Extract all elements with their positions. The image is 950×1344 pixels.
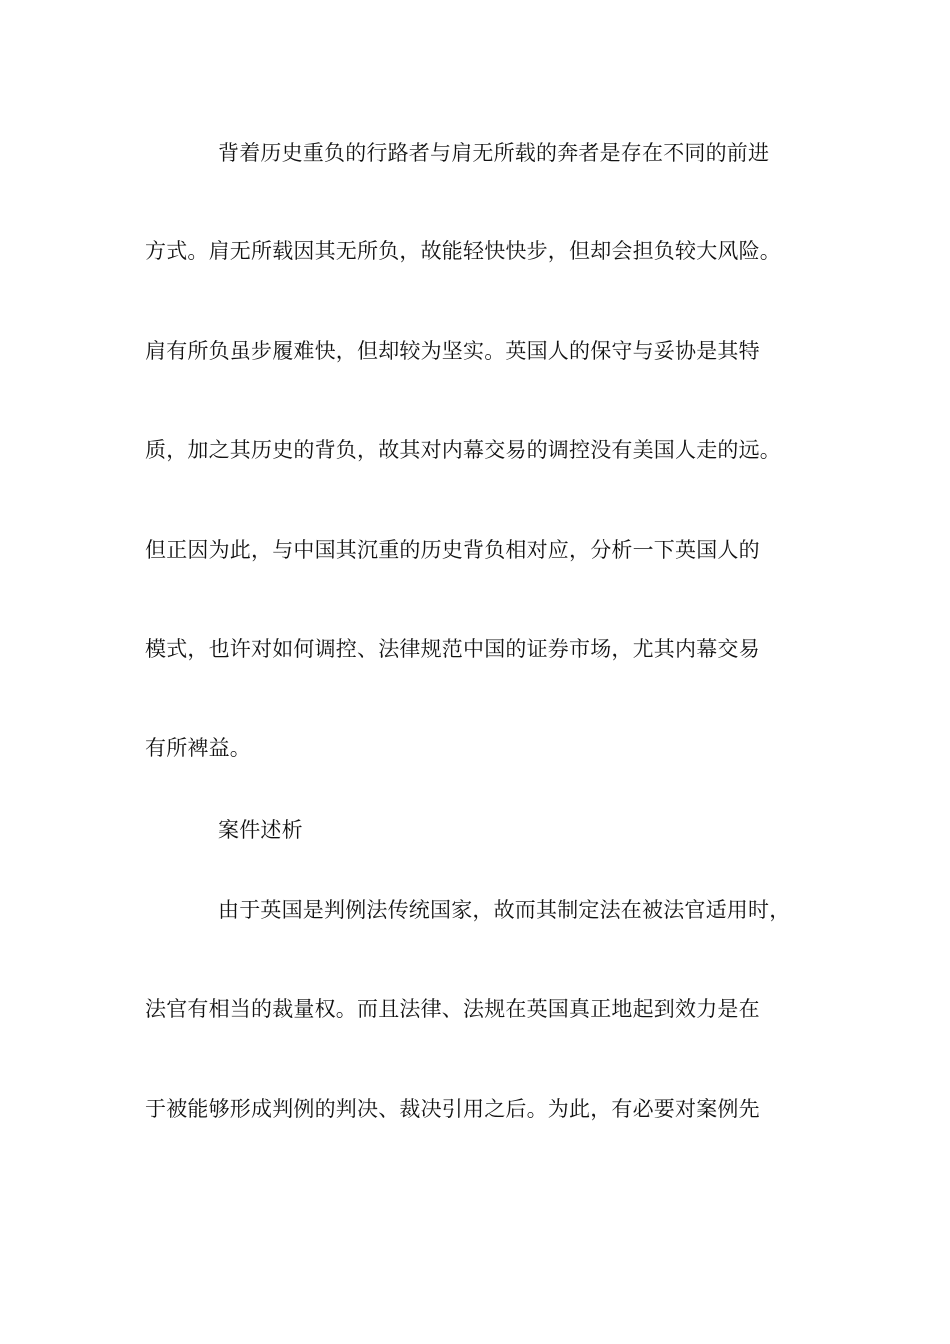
paragraph-1-line-6: 模式，也许对如何调控、法律规范中国的证券市场，尤其内幕交易 xyxy=(145,637,760,661)
paragraph-1-line-4: 质，加之其历史的背负，故其对内幕交易的调控没有美国人走的远。 xyxy=(145,438,781,462)
paragraph-1-line-2: 方式。肩无所载因其无所负，故能轻快快步，但却会担负较大风险。 xyxy=(145,239,781,263)
paragraph-2-line-3: 于被能够形成判例的判决、裁决引用之后。为此，有必要对案例先 xyxy=(145,1097,760,1121)
paragraph-1-line-5: 但正因为此，与中国其沉重的历史背负相对应，分析一下英国人的 xyxy=(145,538,760,562)
paragraph-1-line-3: 肩有所负虽步履难快，但却较为坚实。英国人的保守与妥协是其特 xyxy=(145,339,760,363)
paragraph-2-line-2: 法官有相当的裁量权。而且法律、法规在英国真正地起到效力是在 xyxy=(145,997,760,1021)
section-heading: 案件述析 xyxy=(218,818,303,842)
paragraph-2-line-1: 由于英国是判例法传统国家，故而其制定法在被法官适用时， xyxy=(218,898,791,922)
paragraph-1-line-7: 有所裨益。 xyxy=(145,736,251,760)
paragraph-1-line-1: 背着历史重负的行路者与肩无所载的奔者是存在不同的前进 xyxy=(218,141,770,165)
